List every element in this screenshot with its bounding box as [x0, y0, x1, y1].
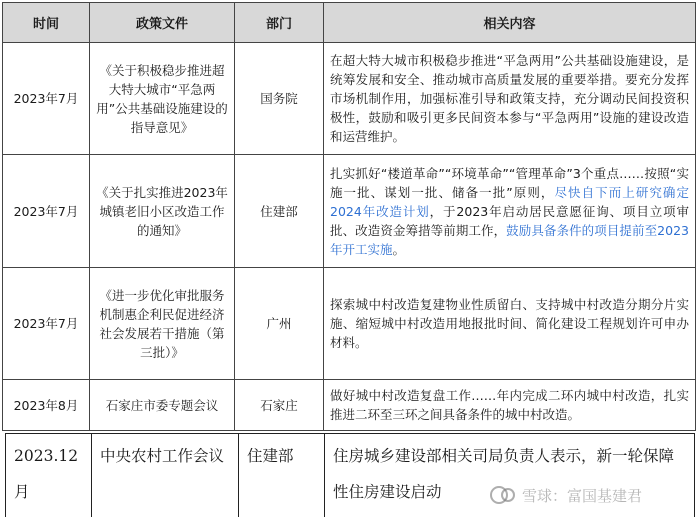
row-date: 2023.12月	[6, 434, 92, 517]
row-department: 广州	[235, 268, 324, 380]
header-department: 部门	[235, 3, 324, 43]
table-row	[3, 43, 696, 155]
row-department: 石家庄	[235, 380, 324, 431]
row-department: 住建部	[239, 434, 325, 517]
header-date: 时间	[3, 3, 90, 43]
row-content	[324, 155, 696, 268]
header-policy-file: 政策文件	[90, 3, 235, 43]
table-row	[3, 380, 696, 431]
content-highlight: 鼓励具备条件的项目提前至2023年开工实施	[330, 222, 689, 257]
header-content: 相关内容	[324, 3, 696, 43]
content-highlight: 尽快自下而上研究确定2024年改造计划	[330, 184, 689, 219]
row-policy-file: 石家庄市委专题会议	[90, 380, 235, 431]
table-row	[3, 155, 696, 268]
table-row	[3, 268, 696, 380]
row-content: 探索城中村改造复建物业性质留白、支持城中村改造分期分片实施、缩短城中村改造用地报批时间、简化建设工程规划许可申办材料。	[324, 268, 696, 380]
table-header-row	[3, 3, 696, 43]
content-text: ，于2023年启动居民意愿征询、项目立项审批、改造资金筹措等前期工作，	[330, 203, 690, 238]
content-text: 扎实抓好“楼道革命”“环境革命”“管理革命”3个重点……按照“实施一批、谋划一批、储备一批”原则，	[330, 165, 689, 200]
row-policy-file: 《关于扎实推进2023年城镇老旧小区改造工作的通知》	[90, 155, 235, 268]
row-date: 2023年7月	[3, 268, 90, 380]
row-date: 2023年7月	[3, 155, 90, 268]
table-row	[6, 434, 695, 517]
row-date: 2023年7月	[3, 43, 90, 155]
row-date: 2023年8月	[3, 380, 90, 431]
row-content: 做好城中村改造复盘工作……年内完成二环内城中村改造，扎实推进二环至三环之间具备条件的城中村改造。	[324, 380, 696, 431]
content-text: 。	[392, 241, 406, 257]
row-department: 国务院	[235, 43, 324, 155]
policy-table-continued	[5, 433, 695, 517]
row-content: 在超大特大城市积极稳步推进“平急两用”公共基础设施建设，是统筹发展和安全、推动城市高质量发展的重要举措。要充分发挥市场机制作用，加强标准引导和政策支持，充分调动民间投资积极性，鼓励和吸引更多民间资本参与“平急两用”设施的建设改造和运营维护。	[324, 43, 696, 155]
watermark-text: 雪球：富国基建君	[522, 486, 643, 505]
row-content: 住房城乡建设部相关司局负责人表示，新一轮保障性住房建设启动	[325, 434, 695, 517]
row-policy-file: 《关于积极稳步推进超大特大城市“平急两用”公共基础设施建设的指导意见》	[90, 43, 235, 155]
policy-table	[2, 2, 696, 431]
row-policy-file: 中央农村工作会议	[92, 434, 239, 517]
row-department: 住建部	[235, 155, 324, 268]
row-policy-file: 《进一步优化审批服务机制惠企利民促进经济社会发展若干措施（第三批）》	[90, 268, 235, 380]
